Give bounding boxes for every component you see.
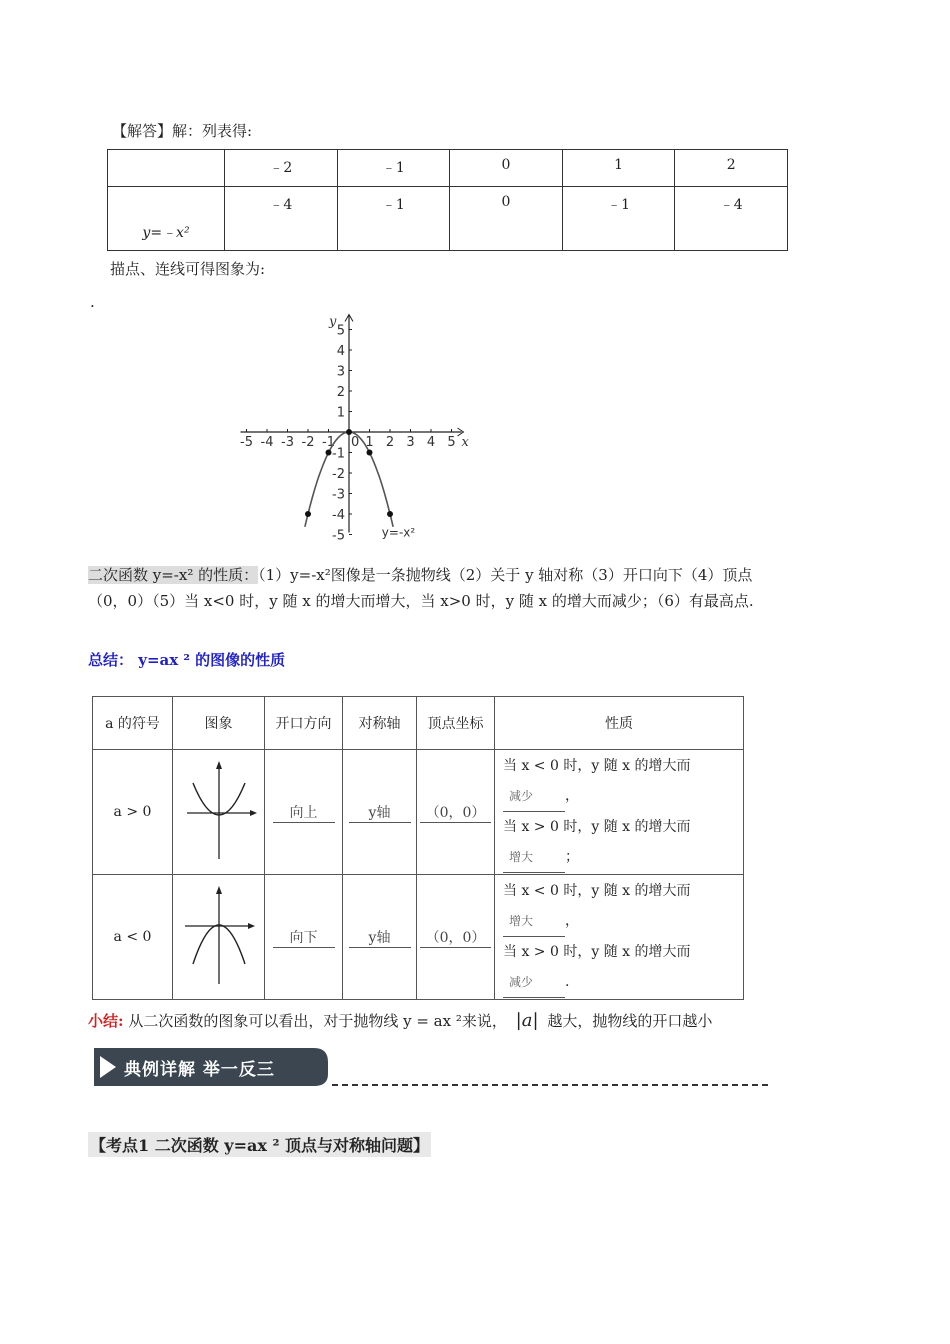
sign-cell: a < 0 [93, 875, 173, 1000]
conclusion-text-a: 从二次函数的图象可以看出，对于抛物线 y = ax ²来说， [128, 1012, 507, 1030]
summary-table [92, 696, 744, 1000]
property-text: 当 x < 0 时，y 随 x 的增大而 [503, 758, 691, 774]
y-tick-label: -5 [332, 528, 345, 544]
plot-caption: 描点、连线可得图象为: [110, 260, 266, 278]
y-label-cell: y=﹣x² [108, 187, 225, 251]
x-tick-label: -2 [301, 435, 315, 450]
punct: ； [565, 849, 579, 865]
data-point [346, 429, 352, 435]
property-blank: 增大 [503, 842, 565, 873]
properties-paragraph [88, 562, 758, 614]
x-axis-label: x [461, 435, 469, 450]
y-tick-label: -3 [332, 487, 345, 503]
punct: ， [565, 788, 579, 804]
table-cell: 0 [450, 187, 563, 251]
curve-label: y=-x² [381, 525, 416, 540]
header-cell: 性质 [495, 697, 744, 750]
banner-text: 典例详解 举一反三 [124, 1060, 275, 1080]
header-cell: 图象 [173, 697, 265, 750]
data-point [387, 511, 393, 517]
answer-intro: 【解答】解：列表得: [112, 122, 253, 140]
section-banner [88, 1044, 332, 1090]
x-tick-label: -4 [260, 435, 274, 450]
axis-blank: y轴 [349, 927, 411, 948]
property-cell [495, 875, 744, 1000]
punct: . [565, 974, 570, 990]
conclusion-text-b: 越大，抛物线的开口越小 [547, 1012, 713, 1030]
x-tick-label: -5 [240, 435, 253, 450]
table-cell: ﹣2 [225, 150, 338, 187]
table-cell [108, 150, 225, 187]
x-tick-label: 4 [426, 435, 436, 450]
graph-cell [173, 875, 265, 1000]
properties-lead: 二次函数 y=-x² 的性质： [88, 566, 259, 584]
punct: ， [565, 913, 579, 929]
y-tick-label: -4 [332, 508, 345, 523]
x-tick-label: 5 [447, 435, 456, 450]
property-cell [495, 750, 744, 875]
topic-heading: 【考点1 二次函数 y=ax ² 顶点与对称轴问题】 [88, 1132, 431, 1157]
summary-title: 总结： y=ax ² 的图像的性质 [88, 651, 286, 669]
property-text: 当 x > 0 时，y 随 x 的增大而 [503, 819, 691, 835]
property-text: 当 x < 0 时，y 随 x 的增大而 [503, 883, 691, 899]
table-cell: 0 [450, 150, 563, 187]
data-point [367, 450, 373, 456]
vertex-blank: （0，0） [420, 927, 492, 948]
property-blank: 减少 [503, 781, 565, 812]
vertex-blank: （0，0） [420, 802, 492, 823]
data-point [326, 450, 332, 456]
x-tick-label: 2 [385, 435, 395, 450]
upward-parabola-icon [179, 755, 259, 865]
properties-text: （1）y=-x²图像是一条抛物线（2）关于 y 轴对称（3）开口向下（4）顶点（0，0）（5）当 x<0 时，y 随 x 的增大而增大，当 x>0 时，y 随 x 的增大而减少；（6）有最高点. [88, 566, 754, 610]
property-blank: 减少 [503, 967, 565, 998]
y-tick-label: -1 [332, 446, 345, 462]
table-cell: ﹣4 [675, 187, 788, 251]
table-cell: ﹣1 [562, 187, 675, 251]
x-tick-label: 1 [365, 435, 374, 450]
header-cell: 顶点坐标 [417, 697, 495, 750]
table-cell: 1 [562, 150, 675, 187]
dashed-divider [332, 1084, 768, 1086]
table-cell: 2 [675, 150, 788, 187]
y-tick-label: 4 [336, 344, 345, 359]
downward-parabola-icon [179, 880, 259, 990]
direction-blank: 向上 [273, 802, 335, 823]
x-tick-label: 3 [406, 435, 415, 450]
conclusion-label: 小结: [88, 1012, 124, 1030]
property-text: 当 x > 0 时，y 随 x 的增大而 [503, 944, 691, 960]
table-cell: ﹣1 [337, 187, 450, 251]
x-tick-label: -1 [322, 435, 335, 450]
x-tick-label: -3 [281, 435, 294, 450]
graph-cell [173, 750, 265, 875]
header-cell: 对称轴 [343, 697, 417, 750]
y-tick-label: 3 [336, 364, 345, 380]
y-axis-label: y [329, 314, 337, 330]
origin-label: 0 [351, 435, 360, 450]
y-tick-label: -2 [332, 467, 345, 482]
abs-a: |a| [515, 1010, 539, 1031]
sign-cell: a > 0 [93, 750, 173, 875]
table-cell: ﹣1 [337, 150, 450, 187]
header-cell: a 的符号 [93, 697, 173, 750]
y-tick-label: 5 [336, 323, 345, 339]
y-tick-label: 2 [336, 385, 345, 400]
table-cell: ﹣4 [225, 187, 338, 251]
parabola-graph [235, 305, 480, 545]
stray-dot: . [90, 293, 95, 311]
axis-blank: y轴 [349, 802, 411, 823]
header-cell: 开口方向 [265, 697, 343, 750]
value-table [107, 149, 788, 251]
data-point [305, 511, 311, 517]
direction-blank: 向下 [273, 927, 335, 948]
y-tick-label: 1 [336, 405, 345, 421]
conclusion [88, 1010, 712, 1031]
property-blank: 增大 [503, 906, 565, 937]
